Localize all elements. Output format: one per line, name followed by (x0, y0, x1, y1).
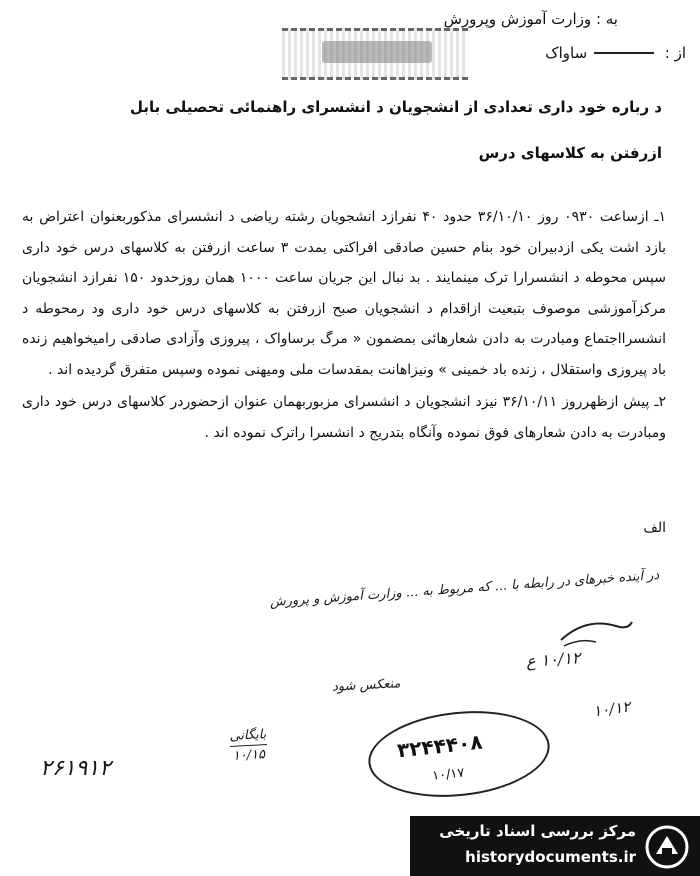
sender-value: ساواک (545, 44, 588, 62)
paragraph-2: ۲ـ پیش ازظهرروز ۳۶/۱۰/۱۱ نیزد انشجویان د انشسرای مزبوربهمان عنوان ازحضوردر کلاسهای درس خود داری ومبادرت به دادن شعارهای فوق نموده وآنگاه بتدریج د انشسرا راترک نموده اند . (22, 394, 666, 441)
subject-line-2: ازرفتن به کلاسهای درس (478, 144, 662, 162)
registration-stamp (364, 703, 554, 806)
handwritten-date-2: ۱۰/۱۲ (591, 697, 632, 721)
archive-logo-icon (644, 824, 690, 870)
watermark-footer (410, 816, 700, 876)
handwritten-archive-note (229, 727, 268, 764)
recipient-line: به : وزارت آموزش وپرورش (443, 10, 618, 28)
handwritten-note-line-2: منعکس شود (331, 676, 401, 695)
stamp-number: ۳۲۴۴۴۰۸ (396, 729, 484, 763)
classification-stamp (282, 28, 468, 80)
sender-dash (594, 52, 654, 54)
signoff: الف (643, 520, 666, 536)
footer-url[interactable]: historydocuments.ir (465, 848, 636, 866)
handwritten-note: در آینده خبرهای در رابطه با ... که مربوط به ... وزارت آموزش و پرورش (269, 567, 660, 611)
archive-label: بایگانی (229, 727, 267, 744)
archive-date: ۱۰/۱۵ (230, 744, 268, 764)
sender-line (545, 44, 686, 62)
handwritten-date-1: ۱۰/۱۲ ع (524, 648, 581, 671)
stamp-date: ۱۰/۱۷ (431, 765, 466, 784)
signature-mark-icon (556, 612, 636, 652)
subject-line-1: د رباره خود داری تعدادی از انشجویان د انشسرای راهنمائی تحصیلی بابل (129, 98, 662, 116)
handwritten-reference-number: ۲۶۱۹۱۲ (40, 756, 111, 781)
subject-block (40, 84, 662, 176)
report-body (22, 202, 666, 450)
sender-label: از : (664, 44, 686, 62)
footer-title: مرکز بررسی اسناد تاریخی (439, 822, 636, 840)
paragraph-1: ۱ـ ازساعت ۰۹۳۰ روز ۳۶/۱۰/۱۰ حدود ۴۰ نفرازد انشجویان رشته ریاضی د انشسرای مذکوربعنوان اعتراض به بازد اشت یکی ازدبیران خود بنام حسین صادقی افراکتی بمدت ۳ ساعت ازرفتن به کلاسهای درس خود داری سپس محوطه د انشسرارا ترک مینمایند . بد نبال این جریان ساعت ۱۰۰۰ همان روزحدود ۱۵۰ نفرازد انشجویان مرکزآموزشی موصوف بتبعیت ازاقدام د انشجویان صبح ازرفتن به کلاسهای درس خود داری ود رمحوطه د انشسرااجتماع ومبادرت به دادن شعارهائی بمضمون « مرگ برساواک ، پیروزی وآزادی صادقی رامیخواهیم زنده باد پیروزی واستقلال ، زنده باد خمینی » ونیزاهانت بمقدسات ملی ومیهنی نموده وسپس متفرق گردیده اند . (22, 209, 667, 378)
